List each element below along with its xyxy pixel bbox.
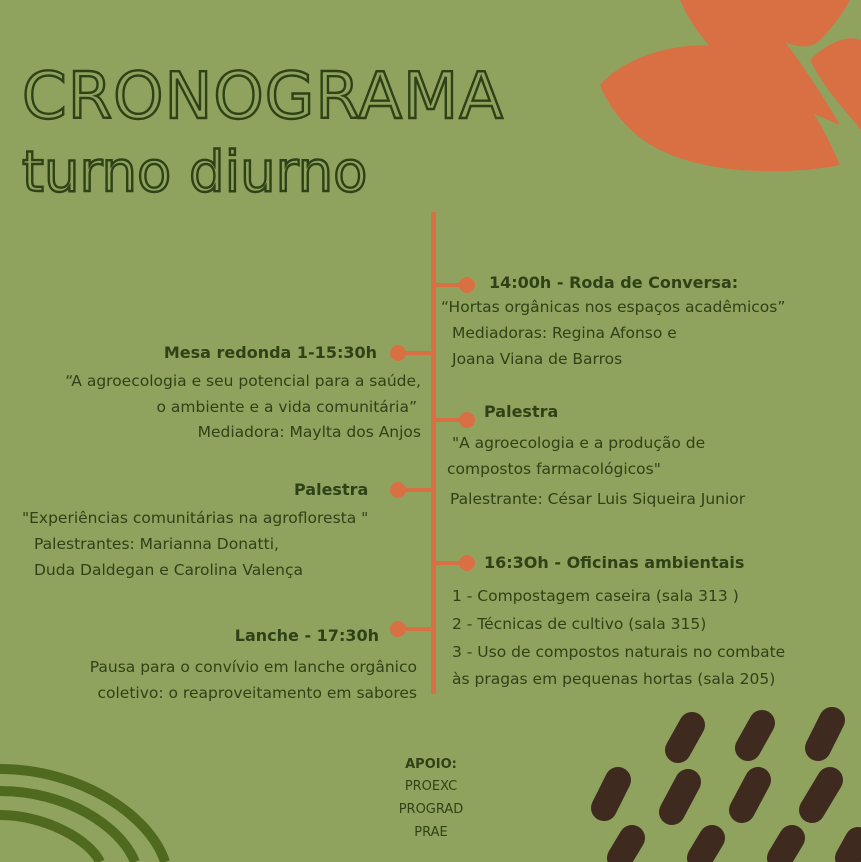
event-header: Palestra xyxy=(484,402,559,421)
timeline-dot xyxy=(459,412,475,428)
apoio-label: APOIO: xyxy=(405,757,457,772)
event-header: Palestra xyxy=(294,480,369,499)
event-line: “Hortas orgânicas nos espaços acadêmicos” xyxy=(441,298,786,316)
event-line: “A agroecologia e seu potencial para a saúde, xyxy=(65,372,421,390)
event-line: 1 - Compostagem caseira (sala 313 ) xyxy=(452,587,739,605)
apoio-item: PROGRAD xyxy=(398,802,464,817)
timeline-dot xyxy=(459,555,475,571)
page-subtitle: turno diurno xyxy=(22,140,368,205)
arc-decoration-icon xyxy=(0,755,180,862)
event-line: "A agroecologia e a produção de xyxy=(452,434,706,452)
event-line: "Experiências comunitárias na agrofloresta " xyxy=(22,509,369,527)
event-line: Joana Viana de Barros xyxy=(452,350,623,368)
event-line: às pragas em pequenas hortas (sala 205) xyxy=(452,670,776,688)
apoio-item: PRAE xyxy=(414,825,448,840)
event-title: - Roda de Conversa: xyxy=(551,273,739,292)
leaf-decoration-icon xyxy=(560,0,861,200)
dashes-decoration-icon xyxy=(580,700,861,862)
event-header xyxy=(489,273,738,292)
timeline-dot xyxy=(390,621,406,637)
event-header xyxy=(484,553,744,572)
event-line: Mediadora: Maylta dos Anjos xyxy=(197,423,421,441)
event-line: Duda Daldegan e Carolina Valença xyxy=(34,561,303,579)
event-line: coletivo: o reaproveitamento em sabores xyxy=(97,684,417,702)
event-line: Pausa para o convívio em lanche orgânico xyxy=(89,658,417,676)
event-line: 3 - Uso de compostos naturais no combate xyxy=(452,643,786,661)
timeline-dot xyxy=(459,277,475,293)
event-time: 16:3Oh xyxy=(484,553,549,572)
event-header: Lanche - 17:30h xyxy=(234,626,379,645)
event-title: - Oficinas ambientais xyxy=(548,553,745,572)
timeline-dot xyxy=(390,345,406,361)
page-title: CRONOGRAMA xyxy=(22,60,505,134)
event-line: Palestrantes: Marianna Donatti, xyxy=(34,535,279,553)
apoio-item: PROEXC xyxy=(404,779,458,794)
event-line: Palestrante: César Luis Siqueira Junior xyxy=(450,490,746,508)
event-time: 14:00h xyxy=(489,273,552,292)
timeline-dot xyxy=(390,482,406,498)
event-line: o ambiente e a vida comunitária” xyxy=(156,398,417,416)
event-header: Mesa redonda 1-15:30h xyxy=(163,343,377,362)
event-line: compostos farmacológicos" xyxy=(447,460,661,478)
event-line: Mediadoras: Regina Afonso e xyxy=(452,324,677,342)
event-line: 2 - Técnicas de cultivo (sala 315) xyxy=(452,615,707,633)
